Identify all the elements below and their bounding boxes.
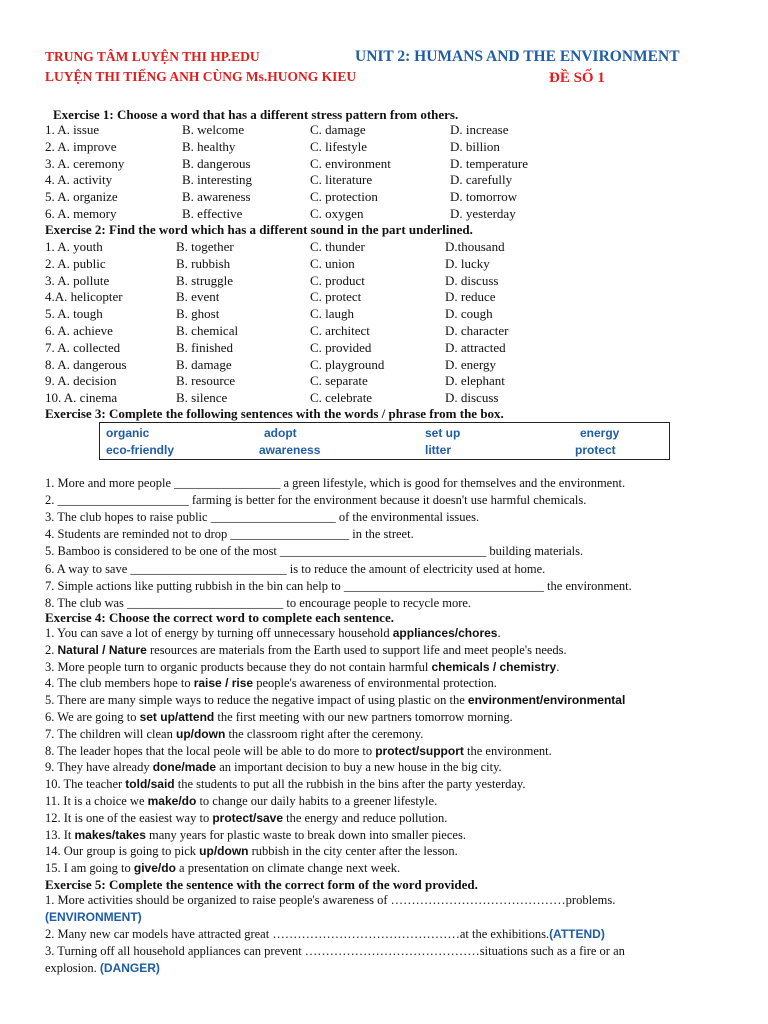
box-word: litter bbox=[425, 443, 452, 457]
ex5-item-text: explosion. bbox=[45, 961, 100, 975]
box-word: energy bbox=[580, 426, 620, 440]
answer-choices: raise / rise bbox=[193, 676, 254, 691]
option-c: C. laugh bbox=[310, 306, 355, 322]
ex5-item-text: 3. Turning off all household appliances can prevent ……………………………………situations such as a fire or an bbox=[45, 944, 625, 958]
option-d: D. temperature bbox=[450, 155, 528, 171]
option-d: D. energy bbox=[445, 356, 497, 372]
option-a: 9. A. decision bbox=[45, 373, 117, 389]
ex4-sentence bbox=[45, 643, 567, 658]
sentence-text: the first meeting with our new partners tomorrow morning. bbox=[214, 710, 513, 724]
option-b: B. silence bbox=[176, 390, 228, 406]
sentence-text: 9. They have already bbox=[45, 760, 153, 775]
answer-choices: makes/takes bbox=[74, 827, 146, 842]
box-word: adopt bbox=[264, 426, 297, 440]
answer-choices: Natural / Nature bbox=[57, 642, 147, 657]
sentence-text: the classroom right after the ceremony. bbox=[225, 726, 424, 741]
option-b: B. struggle bbox=[176, 272, 234, 288]
ex5-item-1-keyword-line bbox=[45, 910, 142, 925]
option-d: D. cough bbox=[445, 306, 493, 322]
sentence-text: an important decision to buy a new house in the big city. bbox=[216, 760, 502, 775]
ex4-sentence bbox=[45, 626, 501, 641]
answer-choices: up/down bbox=[199, 844, 249, 859]
ex4-sentence bbox=[45, 744, 552, 759]
ex3-sentence: 6. A way to save _________________________ is to reduce the amount of electricity used at home. bbox=[45, 561, 546, 576]
option-b: B. welcome bbox=[182, 122, 245, 137]
ex4-sentence bbox=[45, 710, 513, 725]
option-a: 4. A. activity bbox=[45, 172, 113, 188]
sentence-text: 10. The teacher bbox=[45, 777, 126, 792]
exercise-1-title: Exercise 1: Choose a word that has a different stress pattern from others. bbox=[53, 107, 459, 122]
exercise-5-title: Exercise 5: Complete the sentence with the correct form of the word provided. bbox=[45, 877, 478, 892]
option-b: B. dangerous bbox=[182, 155, 251, 171]
ex3-sentence: 5. Bamboo is considered to be one of the most _________________________________ building materials. bbox=[45, 544, 584, 559]
sentence-text: people's awareness of environmental protection. bbox=[253, 676, 497, 691]
option-b: B. healthy bbox=[182, 138, 236, 154]
answer-choices: done/made bbox=[152, 760, 217, 775]
ex4-sentence bbox=[45, 676, 497, 691]
sentence-text: resources are materials from the Earth used to support life and meet people's needs. bbox=[146, 642, 567, 657]
exercise-2-title: Exercise 2: Find the word which has a different sound in the part underlined. bbox=[45, 222, 473, 237]
option-b: B. rubbish bbox=[176, 255, 231, 271]
option-b: B. interesting bbox=[182, 172, 253, 188]
option-c: C. celebrate bbox=[310, 390, 373, 406]
ex5-item-2 bbox=[45, 927, 605, 942]
option-a: 1. A. issue bbox=[45, 122, 100, 137]
option-a: 2. A. public bbox=[45, 255, 106, 271]
option-d: D. carefully bbox=[450, 172, 513, 188]
option-a: 2. A. improve bbox=[45, 138, 117, 154]
answer-choices: chemicals / chemistry bbox=[431, 659, 557, 674]
option-d: D. attracted bbox=[445, 339, 506, 355]
sentence-text: the students to put all the rubbish in the bins after the party yesterday. bbox=[174, 777, 526, 792]
option-c: C. separate bbox=[310, 373, 368, 389]
box-word: protect bbox=[575, 443, 616, 457]
option-d: D. discuss bbox=[445, 390, 499, 406]
box-word: set up bbox=[425, 426, 461, 440]
answer-choices: make/do bbox=[147, 794, 197, 808]
ex5-keyword: (ENVIRONMENT) bbox=[45, 910, 142, 924]
sentence-text: 8. The leader hopes that the local peole will be able to do more to bbox=[45, 743, 376, 758]
option-c: C. damage bbox=[310, 122, 366, 137]
sentence-text: 6. We are going to bbox=[45, 710, 140, 724]
answer-choices: give/do bbox=[133, 861, 176, 876]
sentence-text: 4. The club members hope to bbox=[45, 676, 194, 691]
sentence-text: the environment. bbox=[463, 743, 552, 758]
option-c: C. architect bbox=[310, 323, 370, 338]
answer-choices: protect/support bbox=[375, 743, 464, 758]
option-c: C. oxygen bbox=[310, 206, 364, 221]
center-name: TRUNG TÂM LUYỆN THI HP.EDU bbox=[45, 49, 260, 64]
unit-title: UNIT 2: HUMANS AND THE ENVIRONMENT bbox=[355, 48, 680, 65]
ex4-sentence bbox=[45, 861, 400, 876]
option-d: D. yesterday bbox=[450, 206, 516, 221]
option-c: C. protect bbox=[310, 289, 362, 305]
ex3-sentence: 1. More and more people _________________ a green lifestyle, which is good for themselves and the environment. bbox=[45, 476, 626, 490]
option-c: C. provided bbox=[310, 339, 372, 355]
option-a: 1. A. youth bbox=[45, 239, 103, 254]
option-d: D. billion bbox=[450, 138, 500, 154]
option-a: 4.A. helicopter bbox=[45, 289, 123, 305]
ex4-sentence bbox=[45, 844, 458, 859]
option-a: 3. A. ceremony bbox=[45, 155, 125, 171]
sentence-text: 14. Our group is going to pick bbox=[45, 844, 200, 859]
sentence-text: 11. It is a choice we bbox=[45, 794, 148, 808]
option-a: 8. A. dangerous bbox=[45, 356, 127, 372]
option-a: 6. A. achieve bbox=[45, 323, 113, 338]
answer-choices: environment/environmental bbox=[467, 693, 626, 708]
box-word: organic bbox=[106, 426, 150, 440]
sentence-text: 1. You can save a lot of energy by turning off unnecessary household bbox=[45, 626, 393, 640]
ex4-sentence bbox=[45, 760, 502, 775]
ex4-sentence bbox=[45, 660, 559, 675]
answer-choices: told/said bbox=[125, 777, 175, 792]
word-box bbox=[99, 422, 670, 460]
ex5-item-text: 2. Many new car models have attracted great ………………………………………at the exhibitions. bbox=[45, 927, 550, 941]
sentence-text: rubbish in the city center after the lesson. bbox=[248, 844, 458, 859]
option-c: C. product bbox=[310, 272, 365, 288]
option-d: D.thousand bbox=[445, 239, 505, 254]
answer-choices: protect/save bbox=[212, 810, 284, 825]
ex4-sentence bbox=[45, 794, 437, 809]
sentence-text: a presentation on climate change next week. bbox=[175, 861, 401, 876]
sentence-text: 3. More people turn to organic products because they do not contain harmful bbox=[45, 659, 432, 674]
sentence-text: 7. The children will clean bbox=[45, 726, 176, 741]
sentence-text: 12. It is one of the easiest way to bbox=[45, 810, 213, 825]
sentence-text: 13. It bbox=[45, 827, 75, 842]
option-d: D. reduce bbox=[445, 289, 496, 305]
option-d: D. discuss bbox=[445, 272, 499, 288]
option-d: D. tomorrow bbox=[450, 189, 518, 205]
teacher-name: LUYỆN THI TIẾNG ANH CÙNG Ms.HUONG KIEU bbox=[45, 69, 357, 84]
option-c: C. lifestyle bbox=[310, 138, 368, 154]
option-b: B. awareness bbox=[182, 189, 251, 205]
sentence-text: . bbox=[497, 626, 501, 640]
option-a: 7. A. collected bbox=[45, 339, 121, 355]
option-c: C. literature bbox=[310, 172, 373, 188]
sentence-text: 5. There are many simple ways to reduce the negative impact of using plastic on the bbox=[45, 693, 468, 708]
option-c: C. playground bbox=[310, 356, 385, 372]
answer-choices: up/down bbox=[175, 726, 226, 741]
sentence-text: to change our daily habits to a greener lifestyle. bbox=[196, 794, 438, 808]
ex3-sentence: 3. The club hopes to raise public ____________________ of the environmental issues. bbox=[45, 510, 480, 525]
option-c: C. environment bbox=[310, 155, 391, 171]
sentence-text: . bbox=[556, 659, 560, 674]
ex4-sentence bbox=[45, 693, 625, 708]
sentence-text: 2. bbox=[45, 642, 58, 657]
test-number: ĐỀ SỐ 1 bbox=[549, 70, 605, 86]
sentence-text: 15. I am going to bbox=[45, 861, 134, 876]
exercise-4-title: Exercise 4: Choose the correct word to complete each sentence. bbox=[45, 610, 394, 625]
ex5-item-3 bbox=[45, 944, 625, 959]
option-a: 5. A. tough bbox=[45, 306, 103, 322]
option-b: B. event bbox=[176, 289, 220, 305]
exercise-3-title: Exercise 3: Complete the following sentences with the words / phrase from the box. bbox=[45, 406, 504, 421]
option-b: B. chemical bbox=[176, 323, 239, 338]
option-b: B. resource bbox=[176, 373, 236, 389]
answer-choices: appliances/chores bbox=[392, 626, 498, 640]
ex5-item-1 bbox=[45, 893, 615, 908]
option-d: D. elephant bbox=[445, 373, 505, 389]
ex5-item-text: 1. More activities should be organized to raise people's awareness of ……………………………………problems. bbox=[45, 893, 616, 907]
option-a: 3. A. pollute bbox=[45, 272, 110, 288]
ex5-keyword: (ATTEND) bbox=[549, 927, 605, 941]
ex4-sentence bbox=[45, 811, 447, 826]
ex3-sentence: 7. Simple actions like putting rubbish in the bin can help to ________________________________ the environment. bbox=[45, 578, 632, 593]
answer-choices: set up/attend bbox=[139, 710, 215, 724]
option-b: B. together bbox=[176, 239, 234, 254]
ex3-sentence: 2. _____________________ farming is better for the environment because it doesn't use harmful chemicals. bbox=[45, 493, 587, 508]
option-d: D. lucky bbox=[445, 255, 490, 271]
sentence-text: many years for plastic waste to break down into smaller pieces. bbox=[145, 827, 466, 842]
option-a: 6. A. memory bbox=[45, 206, 117, 221]
ex4-sentence bbox=[45, 828, 466, 843]
sentence-text: the energy and reduce pollution. bbox=[283, 810, 448, 825]
option-c: C. protection bbox=[310, 189, 378, 205]
option-a: 5. A. organize bbox=[45, 189, 118, 205]
ex4-sentence bbox=[45, 777, 525, 792]
option-d: D. character bbox=[445, 323, 509, 338]
option-b: B. effective bbox=[182, 206, 243, 221]
option-b: B. finished bbox=[176, 339, 234, 355]
option-d: D. increase bbox=[450, 122, 509, 137]
box-word: awareness bbox=[259, 443, 321, 457]
ex3-sentence: 8. The club was _________________________ to encourage people to recycle more. bbox=[45, 595, 472, 610]
ex5-keyword: (DANGER) bbox=[99, 961, 160, 975]
option-b: B. damage bbox=[176, 356, 232, 372]
option-c: C. union bbox=[310, 255, 355, 271]
option-a: 10. A. cinema bbox=[45, 390, 118, 406]
option-b: B. ghost bbox=[176, 306, 220, 322]
ex4-sentence bbox=[45, 727, 423, 742]
box-word: eco-friendly bbox=[106, 443, 175, 457]
option-c: C. thunder bbox=[310, 239, 365, 254]
ex5-item-3-cont bbox=[45, 961, 160, 976]
ex3-sentence: 4. Students are reminded not to drop ___________________ in the street. bbox=[45, 527, 414, 542]
